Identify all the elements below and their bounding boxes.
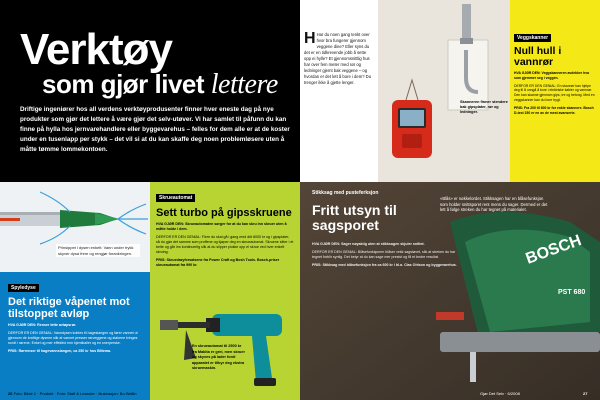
right-folio-number — [583, 391, 587, 396]
right-body-text: Har du noen gang tenkt over hvor bra fungerer gjennom veggene dine? Eller syns du det er en tidkrevende jobb å sette opp ei hylle? Et gjennomsnittlig hus har over fem meter med rør og ledninger gjemt bak veggene – og hvordan er det lett å bore i dem? Du trenger ikke å gjette lenger. — [304, 32, 372, 85]
dark-price-line: HVA GJØR DEN: Sager nøyaktig uten at stikksagen skjuler snittet. — [312, 242, 425, 246]
nozzle-illustration — [0, 182, 150, 272]
yellow-price: PRIS: Fra 200 til 600 kr for enkle skannere. Bosch D-tect 150 er en av de mest avanserte. — [514, 105, 594, 115]
wall-scanner-photo — [378, 0, 510, 182]
dark-heading: Fritt utsyn til sagsporet — [312, 202, 397, 233]
yellow-price-line: HVA GJØR DEN: Veggskanneren avdekker hva som gjemmer seg i veggen. — [514, 71, 589, 80]
blue-price: PRIS: Rørrenser til hagevannslangen, ca 250 kr hos Biltema. — [8, 349, 112, 353]
drop-cap: H — [304, 30, 316, 47]
right-body-column — [304, 32, 374, 86]
intro-paragraph: Driftige ingeniører hos all verdens verktøyprodusenter finner hver eneste dag på nye produkter som gjør det lettere å være gjør det selv-utøver. Vi har samlet til påfunn du kan finne på hylla hos jernvarehandlere eller byggevarehus – felles for dem alle er at de koster under en tusenlapp per stykk – det vil si at du kan skaffe deg noen problemløsere uten å måtte tømme lommekontoen. — [20, 106, 290, 153]
right-page-number: 27 — [583, 391, 588, 396]
subtitle-bold: som gjør livet — [42, 69, 205, 99]
blue-heading: Det riktige våpenet mot tilstoppet avløp — [8, 296, 130, 320]
blue-price-line: HVA GJØR DEN: Renser tette avløpsrør. — [8, 323, 77, 327]
nozzle-caption: Prinsippet i dysen enkelt: Vann under trykk skyver dysa frem og rengjør forankringen. — [56, 244, 140, 257]
yellow-body: DERFOR ER DEN GENIAL: En skanner kan hjelpe deg til å unngå å bore i elektriske kabler og vannrør. Den kan skanne gjennom gips, tre og betong. Med en veggskanner kan du bore trygt. — [514, 83, 595, 102]
screwgun-caption: En skrueautomat til 2500 kr fra Makita er grei, men skruer og skyves på lader fordi apparatet er tilbyr deg ekstra skruemaskin. — [192, 344, 245, 370]
nozzle-photo — [0, 182, 150, 272]
blue-kicker: Spyledyse — [8, 284, 39, 292]
page-subtitle — [42, 70, 278, 99]
dark-price: PRIS: Stikksag med blåsefunksjon fra ca 600 kr i bl.a. Clas Ohlson og byggevarehus. — [312, 263, 457, 267]
green-price-line: HVA GJØR DEN: Skrueautomaten sørger for at du kan skru inn skruer uten å måtte holde i dem. — [156, 222, 287, 231]
green-price: PRIS: Skruedrøyforsatsene fra Power Craft og Bosh Tools. Bosch-priser skrueautomat fra 990 kr. — [156, 258, 280, 267]
left-page-header — [0, 0, 300, 182]
left-page-number: 26 — [8, 391, 13, 396]
green-kicker: Skrueautomat — [156, 194, 195, 202]
scanner-caption: Skanneren finner stendere bak gipsplater, rør og ledninger. — [460, 100, 508, 114]
green-heading: Sett turbo på gipsskruene — [156, 207, 292, 219]
dark-article-text — [312, 242, 462, 268]
page-title: Verktøy — [20, 25, 172, 74]
yellow-article-box — [510, 0, 600, 182]
subtitle-italic: lettere — [210, 69, 278, 100]
left-folio — [8, 391, 137, 396]
yellow-kicker: Veggskanner — [514, 34, 551, 42]
right-folio-text: Gjør Det Selv · 6/2008 — [480, 391, 520, 396]
blue-article-box — [0, 272, 150, 400]
wall-hook-illustration — [378, 0, 510, 182]
saw-brand-text: BOSCH — [523, 232, 584, 268]
saw-model-text: PST 680 — [558, 289, 586, 296]
blue-body: DERFOR ER DEN GENIAL: Vanndysen kobles til hageslangen og fører vannet ut gjennom de kraftige dysene slik at vannet presser rørveggene og stakene tvinges rundt i rørene. Enkel og mer effektivt enn kjemikalier og en snerperske. — [8, 331, 138, 345]
green-body: DERFOR ER DEN GENIAL: Flere du skal gå i gang med ditt 8000 kr og i gipsplater, så du gjør det samme som proffene og kjøper deg en skrueautomat. Skruene sitter i et belte og går inn kontinuerlig slik at du slipper plukke opp ei skrue ved hver enkelt skruing. — [156, 235, 294, 254]
dark-kicker: Stikksag med pusteferksjon — [312, 190, 379, 196]
jigsaw-caption: «Blås» er nøkkelordet. Stikksagen har en blåsefunksjon som holder snittsporet rent mens du sager. Dermed er det lett å følge streken du har tegnet på materialet. — [440, 196, 548, 212]
yellow-heading: Null hull i vannrør — [514, 45, 562, 68]
dark-body: DERFOR ER DEN GENIAL: Blåsefunksjonen blåser vekk sagstøvet, slik at streken du har tegnet forblir synlig. Det betyr at du kan sage mer presist og få et bedre resultat. — [312, 250, 456, 259]
right-folio — [480, 391, 520, 396]
left-folio-text: Foto: Bilde 1 · Produkt · Foto: Staff & Leander · Illustrasjon: Bo Wallin — [13, 391, 137, 396]
